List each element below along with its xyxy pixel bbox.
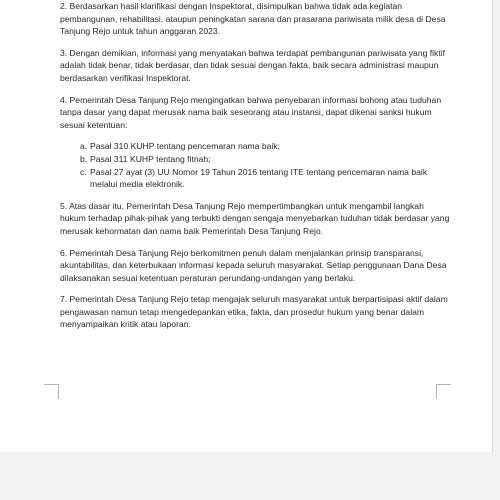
- crop-mark-left: [44, 384, 59, 399]
- list-item: [60, 140, 452, 153]
- list-item-text: Pasal 310 KUHP tentang pencemaran nama baik;: [90, 141, 280, 152]
- paragraph-3: 3. Dengan demikian, informasi yang menyatakan bahwa terdapat pembangunan pariwisata yang fiktif adalah tidak benar, tidak berdasar, dan tidak sesuai dengan fakta, baik secara administrasi maupun berdasarkan verifikasi Inspektorat.: [60, 47, 446, 83]
- list-item-text: Pasal 27 ayat (3) UU Nomor 19 Tahun 2016 tentang ITE tentang pencemaran nama baik melalui media elektronik.: [90, 166, 428, 190]
- list-item: [60, 153, 452, 166]
- list-marker: c.: [80, 166, 87, 177]
- page-gap: [0, 452, 500, 500]
- list-marker: b.: [80, 153, 88, 164]
- paragraph-6: 6. Pemerintah Desa Tanjung Rejo berkomitmen penuh dalam menjalankan prinsip transparansi, akuntabilitas, dan keterbukaan informasi kepada seluruh masyarakat. Setiap penggunaan Dana Desa dilaksanakan sesuai ketentuan peraturan perundang-undangan yang berlaku.: [60, 247, 447, 283]
- list-item-text: Pasal 311 KUHP tentang fitnah;: [90, 153, 211, 164]
- crop-mark-right: [436, 384, 451, 399]
- list-item: [60, 166, 452, 191]
- paragraph-7: 7. Pemerintah Desa Tanjung Rejo tetap mengajak seluruh masyarakat untuk berpartisipasi aktif dalam pengawasan namun tetap mengedepankan etika, fakta, dan prosedur hukum yang benar dalam menyampaikan kritik atau laporan.: [60, 294, 448, 330]
- paragraph-5: 5. Atas dasar itu, Pemerintah Desa Tanjung Rejo mempertimbangkan untuk mengambil langkah hukum terhadap pihak-pihak yang terbukti dengan sengaja menyebarkan tuduhan tidak berdasar yang merusak kehormatan dan nama baik Pemerintah Desa Tanjung Rejo.: [60, 200, 450, 236]
- document-body: [60, 0, 452, 340]
- paragraph-2: 2. Berdasarkan hasil klarifikasi dengan Inspektorat, disimpulkan bahwa tidak ada kegiatan pembangunan, rehabilitasi, ataupun peningkatan sarana dan prasarana pariwisata milik desa di Desa Tanjung Rejo untuk tahun anggaran 2023.: [60, 1, 446, 37]
- list-marker: a.: [80, 141, 88, 152]
- paragraph-4: 4. Pemerintah Desa Tanjung Rejo mengingatkan bahwa penyebaran informasi bohong atau tuduhan tanpa dasar yang dapat merusak nama baik seseorang atau instansi, dapat dikenai sanksi hukum sesuai ketentuan:: [60, 94, 442, 130]
- sanction-list: [60, 140, 452, 190]
